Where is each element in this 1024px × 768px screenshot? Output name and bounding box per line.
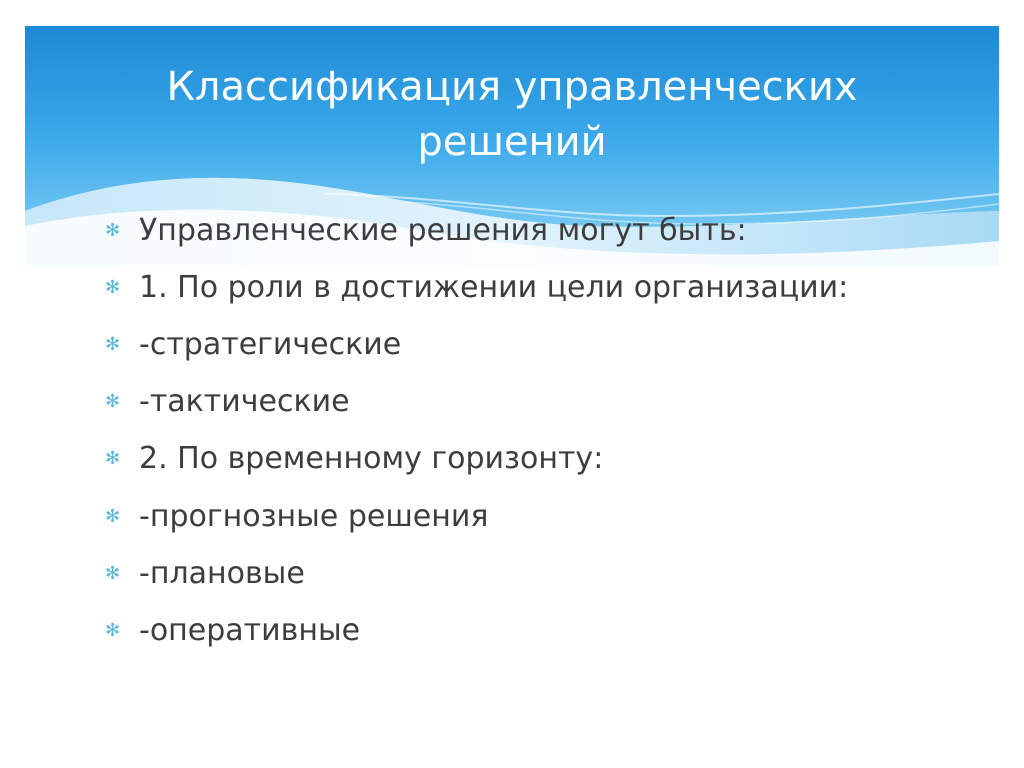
bullet-text: 1. По роли в достижении цели организации: bbox=[139, 269, 849, 305]
asterisk-bullet-icon: ✻ bbox=[105, 391, 121, 413]
bullet-text: -стратегические bbox=[139, 326, 402, 362]
bullet-text: -прогнозные решения bbox=[139, 498, 489, 534]
asterisk-bullet-icon: ✻ bbox=[105, 505, 121, 527]
slide-title-line-1: Классификация управленческих bbox=[166, 64, 858, 110]
bullet-text: -плановые bbox=[139, 555, 305, 591]
bullet-text: -оперативные bbox=[139, 612, 361, 648]
asterisk-bullet-icon: ✻ bbox=[105, 619, 121, 641]
bullet-item bbox=[105, 202, 848, 259]
bullet-item bbox=[105, 316, 848, 373]
bullet-item bbox=[105, 545, 848, 602]
bullet-item bbox=[105, 374, 848, 431]
asterisk-bullet-icon: ✻ bbox=[105, 333, 121, 355]
slide bbox=[25, 26, 999, 742]
asterisk-bullet-icon: ✻ bbox=[105, 219, 121, 241]
slide-title-line-2: решений bbox=[417, 119, 607, 165]
bullet-item bbox=[105, 488, 848, 545]
asterisk-bullet-icon: ✻ bbox=[105, 276, 121, 298]
bullet-list bbox=[105, 202, 848, 660]
bullet-item bbox=[105, 431, 848, 488]
bullet-text: Управленческие решения могут быть: bbox=[139, 212, 747, 248]
bullet-text: -тактические bbox=[139, 384, 350, 420]
bullet-item bbox=[105, 602, 848, 659]
bullet-text: 2. По временному горизонту: bbox=[139, 441, 604, 477]
asterisk-bullet-icon: ✻ bbox=[105, 448, 121, 470]
asterisk-bullet-icon: ✻ bbox=[105, 562, 121, 584]
bullet-item bbox=[105, 259, 848, 316]
slide-title bbox=[25, 60, 999, 170]
